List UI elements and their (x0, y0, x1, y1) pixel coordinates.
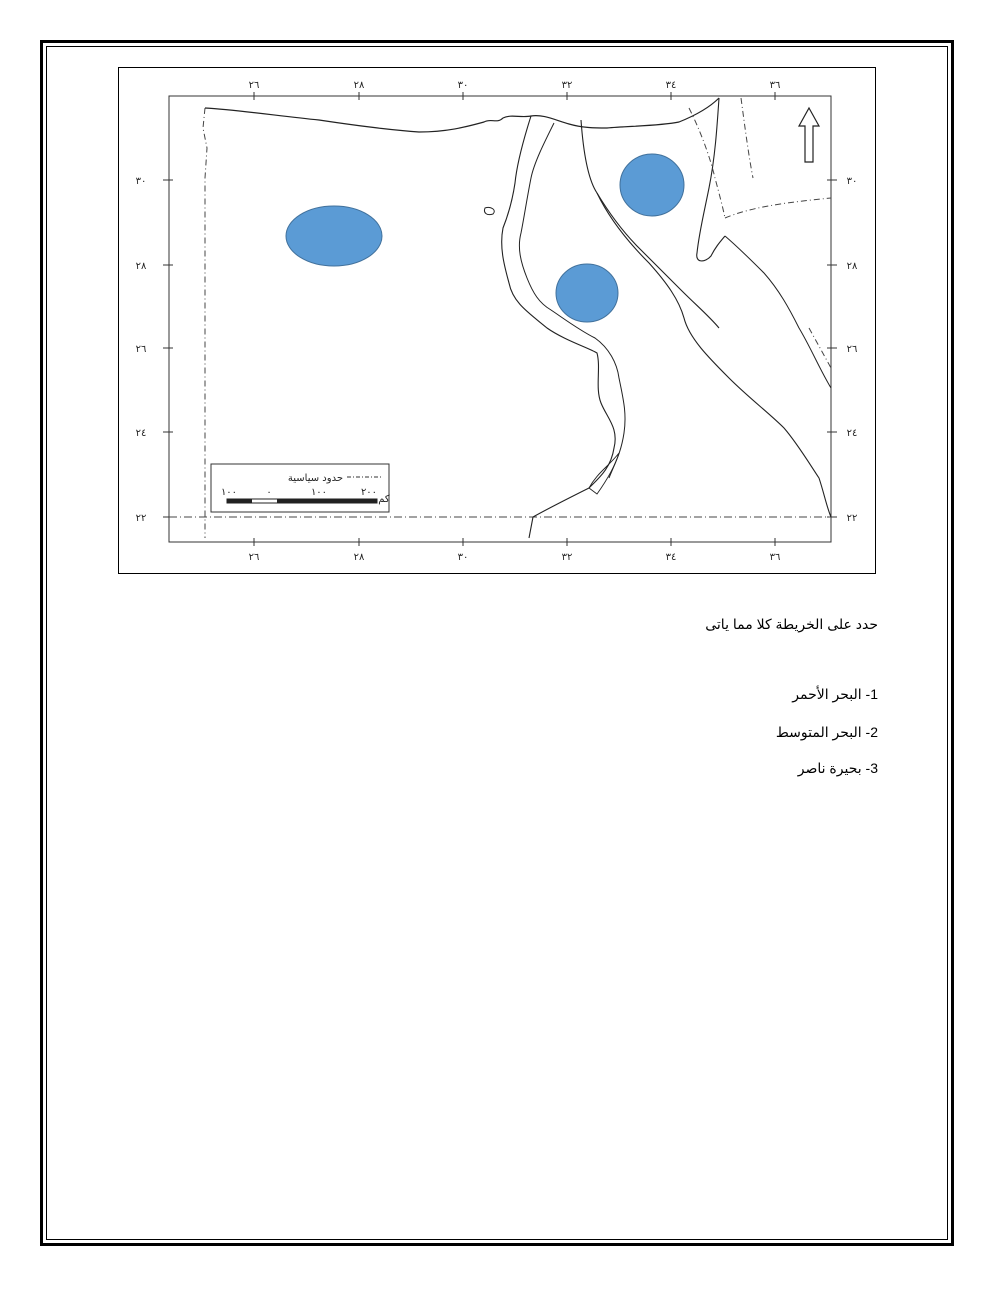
right-tick-26: ٢٦ (846, 344, 858, 355)
left-tick-26: ٢٦ (135, 344, 147, 355)
top-tick-32: ٣٢ (561, 80, 573, 91)
bottom-tick-32: ٣٢ (561, 552, 573, 563)
legend-scale-100b: ١٠٠ (220, 487, 238, 498)
bottom-tick-26: ٢٦ (248, 552, 260, 563)
legend-scale-200: ٢٠٠ (360, 487, 378, 498)
instruction-text: حدد على الخريطة كلا مما ياتى (705, 616, 878, 632)
jordan-border (725, 198, 831, 218)
western-border (203, 108, 207, 538)
left-tick-30: ٣٠ (135, 176, 147, 187)
map-svg (119, 68, 877, 575)
legend-unit: كم (378, 494, 390, 505)
list-item-lake-nasser: 3- بحيرة ناصر (797, 760, 878, 776)
left-tick-22: ٢٢ (135, 513, 147, 524)
red-sea-east-coast (725, 236, 831, 388)
top-tick-34: ٣٤ (665, 80, 677, 91)
right-tick-28: ٢٨ (846, 261, 858, 272)
left-tick-24: ٢٤ (135, 428, 147, 439)
top-tick-30: ٣٠ (457, 80, 469, 91)
legend-scale-100a: ١٠٠ (310, 487, 328, 498)
legend-scale-0: ٠ (266, 487, 272, 498)
mediterranean-coast (205, 98, 719, 132)
list-item-red-sea: 1- البحر الأحمر (792, 686, 878, 702)
bottom-tick-28: ٢٨ (353, 552, 365, 563)
list-item-mediterranean: 2- البحر المتوسط (775, 724, 878, 740)
egypt-map (118, 67, 876, 574)
right-tick-22: ٢٢ (846, 513, 858, 524)
fayoum-depression (484, 207, 494, 214)
left-tick-28: ٢٨ (135, 261, 147, 272)
top-tick-28: ٢٨ (353, 80, 365, 91)
sinai-border (689, 108, 725, 218)
right-tick-30: ٣٠ (846, 176, 858, 187)
gulf-of-aqaba-coast (697, 98, 725, 261)
legend-title: حدود سياسية (287, 473, 343, 484)
bottom-tick-30: ٣٠ (457, 552, 469, 563)
right-tick-24: ٢٤ (846, 428, 858, 439)
answer-marker-center[interactable] (556, 264, 618, 322)
answer-marker-west[interactable] (286, 206, 382, 266)
answer-marker-sinai[interactable] (620, 154, 684, 216)
north-arrow-icon (799, 108, 819, 162)
bottom-tick-34: ٣٤ (665, 552, 677, 563)
israel-border (741, 98, 753, 178)
lake-nasser-outline (589, 453, 619, 494)
map-legend (211, 464, 390, 512)
top-tick-36: ٣٦ (769, 80, 781, 91)
top-tick-26: ٢٦ (248, 80, 260, 91)
bottom-tick-36: ٣٦ (769, 552, 781, 563)
